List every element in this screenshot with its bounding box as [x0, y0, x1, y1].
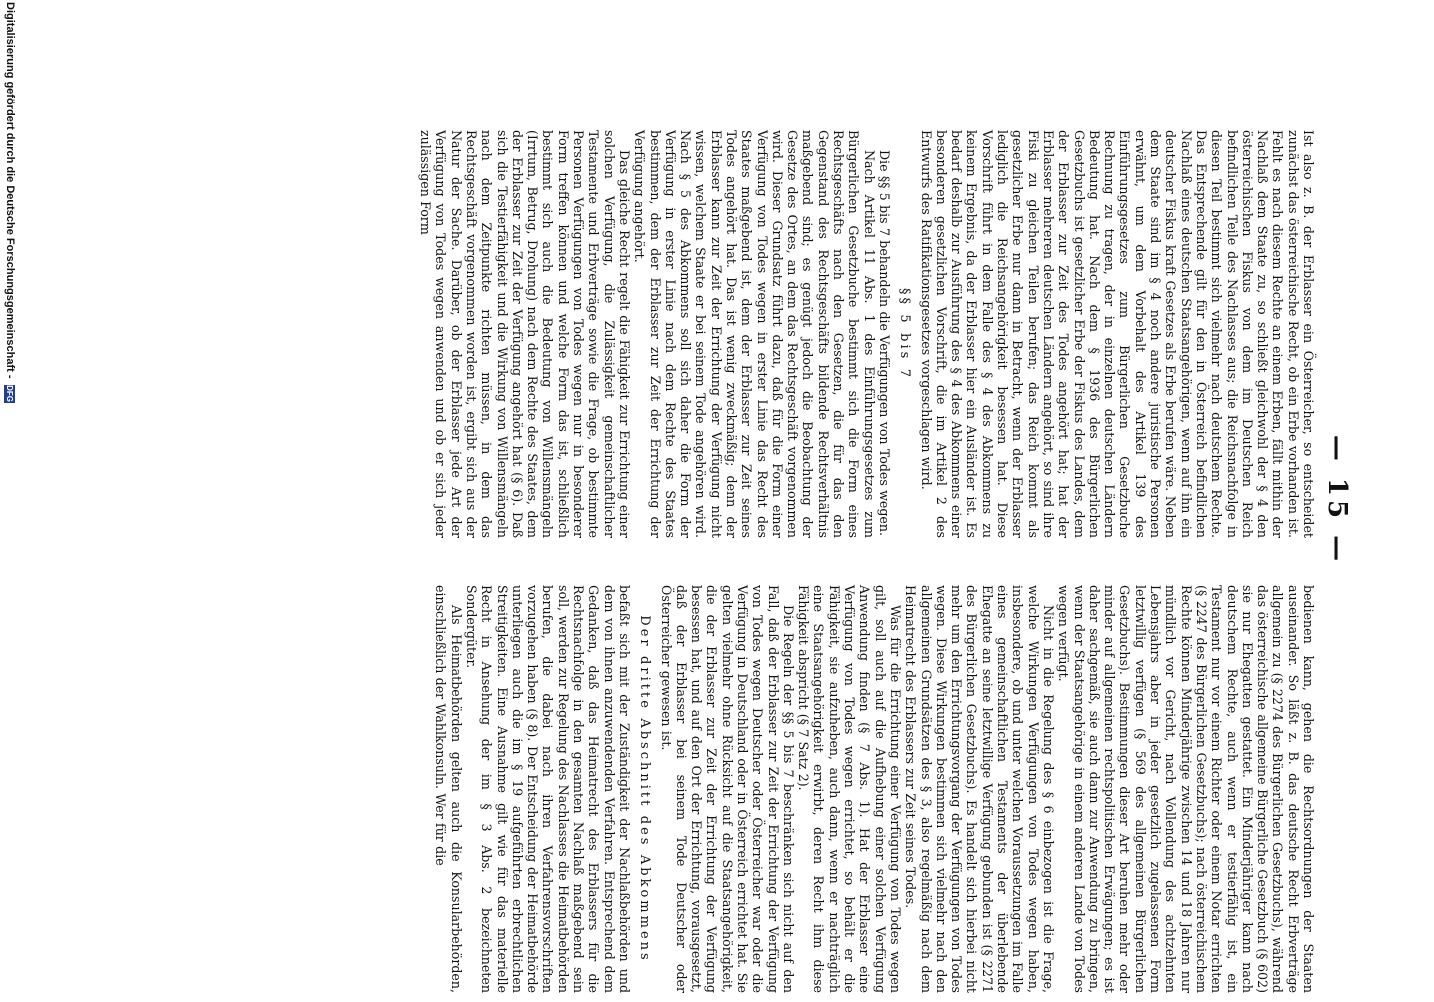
page-number: — 15 —	[1322, 434, 1352, 566]
paragraph: Als Heimatbehörden gelten auch die Konsularbehörden, einschließlich der Wahlkonsuln. Wer für die	[433, 585, 464, 993]
paragraph: Nach Artikel 11 Abs. 1 des Einführungsgesetzes zum Bürgerlichen Gesetzbuche bestimmt sich die Form eines Rechtsgeschäfts nach den Gesetzen, die für das den Gegenstand des Rechtsgeschäfts bildende Rechtsverhältnis maßgebend sind; es genügt jedoch die Beobachtung der Gesetze des Ortes, an dem das Rechtsgeschäft vorgenommen wird. Dieser Grundsatz führt dazu, daß für die Form einer Verfügung von Todes wegen in erster Linie das Recht des Staates maßgebend ist, dem der Erblasser zur Zeit seines Todes angehört hat. Das ist wenig zweckmäßig; denn der Erblasser kann zur Zeit der Errichtung der Verfügung nicht wissen, welchem Staate er bei seinem Tode angehören wird. Nach § 5 des Abkommens soll sich daher die Form der Verfügung in erster Linie nach dem Rechte des Staates bestimmen, dem der Erblasser zur Zeit der Errichtung der Verfügung angehört.	[632, 130, 877, 538]
paragraph: befaßt sich mit der Zuständigkeit der Nachlaßbehörden und dem von ihnen anzuwendenden Verfahren. Entsprechend dem Gedanken, daß das Heimatrecht des Erblassers für die Rechtsnachfolge in den gesamten Nachlaß maßgebend sein soll, werden zur Regelung des Nachlasses die Heimatbehörden berufen, die dabei nach ihren Verfahrensvorschriften vorzugehen haben (§ 8). Der Entscheidung der Heimatbehörde unterliegen auch die im § 19 aufgeführten erbrechtlichen Streitigkeiten. Eine Ausnahme gilt wie für das materielle Recht in Ansehung der im § 3 Abs. 2 bezeichneten Sondergüter.	[463, 585, 632, 993]
digitization-footer	[4, 0, 16, 1002]
text-column-right	[433, 585, 1316, 993]
section-heading: §§ 5 bis 7	[897, 288, 913, 380]
paragraph: Die Regeln der §§ 5 bis 7 beschränken sich nicht auf den Fall, daß der Erblasser zur Zeit der Errichtung der Verfügung von Todes wegen Deutscher oder Österreicher war oder die Verfügung in Deutschland oder in Österreich errichtet hat. Sie gelten vielmehr ohne Rücksicht auf die Staatsangehörigkeit, die der Erblasser zur Zeit der Errichtung der Verfügung besessen hat, und auf den Ort der Errichtung, vorausgesetzt, daß der Erblasser bei seinem Tode Deutscher oder Österreicher gewesen ist.	[658, 585, 796, 993]
paragraph: Das gleiche Recht regelt die Fähigkeit zur Errichtung einer solchen Verfügung, die Zulässigkeit gemeinschaftlicher Testamente und Erbverträge sowie die Frage, ob bestimmte Personen Verfügungen von Todes wegen nur in besonderer Form treffen können und welche Form das ist, schließlich bestimmt sich auch die Bedeutung von Willensmängeln (Irrtum, Betrug, Drohung) nach dem Rechte des Staates, dem der Erblasser zur Zeit der Verfügung angehört hat (§ 6). Daß sich die Testierfähigkeit und die Wirkung von Willensmängeln nach dem Zeitpunkte richten müssen, in dem das Rechtsgeschäft vorgenommen worden ist, ergibt sich aus der Natur der Sache. Darüber, ob der Erblasser jede Art der Verfügung von Todes wegen anwenden und ob er sich jeder zulässigen Form	[418, 130, 632, 538]
paragraph: Ist also z. B. der Erblasser ein Österreicher, so entscheidet zunächst das österreichische Recht, ob ein Erbe vorhanden ist. Fehlt es nach diesem Rechte an einem Erben, fällt mithin der Nachlaß dem Staate zu, so schließt gleichwohl der § 4 den österreichischen Fiskus von dem im Deutschen Reich befindlichen Teile des Nachlasses aus; die Reichsnachfolge in diesen Teil bestimmt sich vielmehr nach deutschem Rechte. Das Entsprechende gilt für den in Österreich befindlichen Nachlaß eines deutschen Staatsangehörigen, wenn auf ihn ein deutscher Fiskus kraft Gesetzes als Erbe berufen wäre. Neben dem Staate sind im § 4 noch andere juristische Personen erwähnt, um dem Vorbehalt des Artikel 139 des Einführungsgesetzes zum Bürgerlichen Gesetzbuche Rechnung zu tragen, der in einzelnen deutschen Ländern Bedeutung hat. Nach dem § 1936 des Bürgerlichen Gesetzbuchs ist gesetzlicher Erbe der Fiskus des Landes, dem der Erblasser zur Zeit des Todes angehört hat; hat der Erblasser mehreren deutschen Ländern angehört, so sind ihre Fiski zu gleichen Teilen berufen; das Reich kommt als gesetzlicher Erbe nur dann in Betracht, wenn der Erblasser lediglich die Reichsangehörigkeit besessen hat. Diese Vorschrift führt in dem Falle des § 4 des Abkommens zu keinem Ergebnis, da der Erblasser hier ein Ausländer ist. Es bedarf deshalb zur Ausführung des § 4 des Abkommens einer besonderen gesetzlichen Vorschrift, die im Artikel 2 des Entwurfs des Ratifikationsgesetzes vorgeschlagen wird.	[918, 130, 1316, 538]
paragraph: Die §§ 5 bis 7 behandeln die Verfügungen von Todes wegen.	[876, 150, 892, 536]
text-column-left	[418, 130, 1316, 538]
section-heading: Der dritte Abschnitt des Abkommens	[637, 615, 653, 963]
paragraph: Nicht in die Regelung des § 6 einbezogen ist die Frage, welche Wirkungen Verfügungen von Todes wegen haben, insbesondere, ob und unter welchen Voraussetzungen im Falle eines gemeinschaftlichen Testaments der überlebende Ehegatte an seine letztwillige Verfügung gebunden ist (§ 2271 des Bürgerlichen Gesetzbuchs). Es handelt sich hierbei nicht mehr um den Errichtungsvorgang der Verfügungen von Todes wegen. Diese Wirkungen bestimmen sich vielmehr nach den allgemeinen Grundsätzen des § 3, also regelmäßig nach dem Heimatrecht des Erblassers zur Zeit seines Todes.	[903, 585, 1056, 993]
paragraph: bedienen kann, gehen die Rechtsordnungen der Staaten auseinander. So läßt z. B. das deutsche Recht Erbverträge allgemein zu (§ 2274 des Bürgerlichen Gesetzbuchs), während das österreichische allgemeine Bürgerliche Gesetzbuch (§ 602) sie nur Ehegatten gestattet. Ein Minderjähriger kann nach deutschem Rechte, auch wenn er testierfähig ist, ein Testament nur vor einem Richter oder einem Notar errichten (§ 2247 des Bürgerlichen Gesetzbuchs); nach österreichischem Rechte können Minderjährige zwischen 14 und 18 Jahren nur mündlich vor Gericht, nach Vollendung des achtzehnten Lebensjahrs aber in jeder gesetzlich zugelassenen Form letztwillig verfügen (§ 569 des allgemeinen Bürgerlichen Gesetzbuchs). Bestimmungen dieser Art beruhen mehr oder minder auf allgemeinen rechtspolitischen Erwägungen; es ist daher sachgemäß, sie auch dann zur Anwendung zu bringen, wenn der Staatsangehörige in einem anderen Lande von Todes wegen verfügt.	[1056, 585, 1316, 993]
footer-text: Digitalisierung gefördert durch die Deutsche Forschungsgemeinschaft -	[4, 2, 16, 379]
dfg-logo-icon: DFG	[5, 385, 15, 402]
paragraph: Was für die Errichtung einer Verfügung von Todes wegen gilt, soll auch auf die Aufhebung einer solchen Verfügung Anwendung finden (§ 7 Abs. 1). Hat der Erblasser eine Verfügung von Todes wegen errichtet, so behält er die Fähigkeit, sie aufzuheben, auch dann, wenn er nachträglich eine Staatsangehörigkeit erwirbt, deren Recht ihm diese Fähigkeit abspricht (§ 7 Satz 2).	[796, 585, 903, 993]
